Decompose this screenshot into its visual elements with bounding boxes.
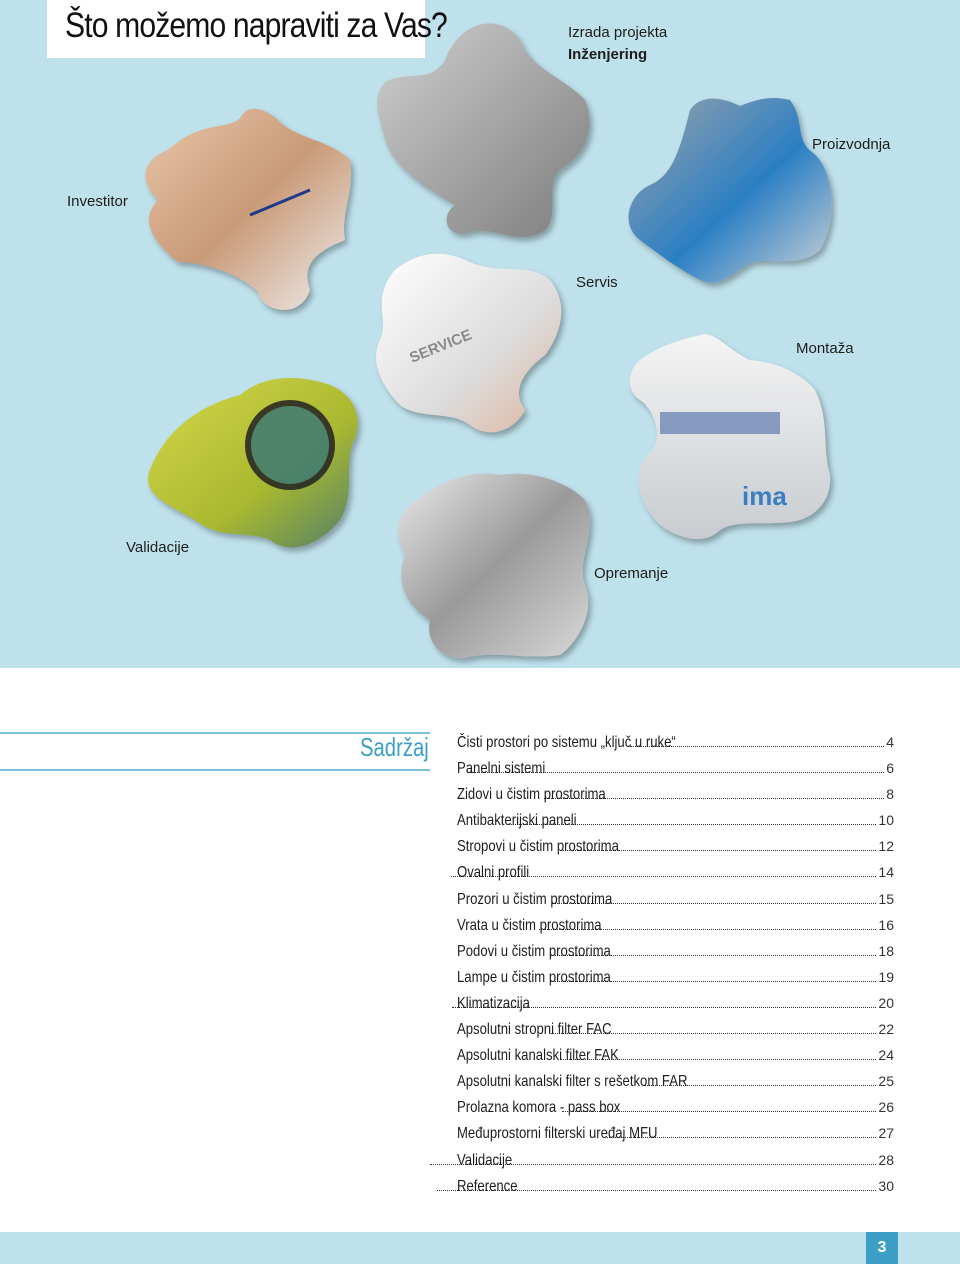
toc-entry-label: Apsolutni kanalski filter FAK [457,1047,619,1065]
toc-entry-label: Reference [457,1177,518,1195]
toc-entry-label: Lampe u čistim prostorima [457,968,611,986]
toc-entry[interactable] [457,838,894,864]
toc-entry-page: 30 [878,1177,894,1194]
toc-entry[interactable] [457,812,894,838]
magnifier-icon [248,403,332,487]
toc-entry-page: 25 [878,1073,894,1090]
toc-entry[interactable] [457,1021,894,1047]
brand-logo-fragment: ima [742,481,787,511]
label-inzenjering: Inženjering [568,46,648,63]
toc-entry-page: 15 [878,890,894,907]
toc-entry[interactable] [457,734,894,760]
toc-entry-label: Podovi u čistim prostorima [457,942,611,960]
label-validacije: Validacije [126,539,190,556]
toc-entry-page: 26 [878,1099,894,1116]
puzzle-piece-montaza [630,334,830,539]
toc-entry[interactable] [457,917,894,943]
toc-entry-page: 20 [878,994,894,1011]
toc-entry-label: Klimatizacija [457,994,530,1012]
toc-entry[interactable] [457,1073,894,1099]
footer-bar [0,1232,960,1264]
toc-entry-page: 16 [878,916,894,933]
toc-heading: Sadržaj [360,732,429,762]
label-proizvodnja: Proizvodnja [812,136,891,153]
toc-entry-label: Stropovi u čistim prostorima [457,838,619,856]
toc-entry[interactable] [457,1125,894,1151]
toc-entry-page: 14 [878,864,894,881]
toc-entry-page: 22 [878,1021,894,1038]
toc-entry-page: 8 [886,786,894,803]
toc-entry-page: 27 [878,1125,894,1142]
toc-entry[interactable] [457,943,894,969]
toc-entry[interactable] [457,1099,894,1125]
label-servis: Servis [576,274,618,291]
toc-entry[interactable] [457,891,894,917]
toc-entry-page: 28 [878,1151,894,1168]
puzzle-piece-proizvodnja [629,98,832,283]
toc-entry-label: Međuprostorni filterski uređaj MFU [457,1125,658,1143]
toc-entry-label: Antibakterijski paneli [457,812,577,830]
puzzle-piece-investitor [145,109,351,310]
toc-entry-page: 4 [886,734,894,750]
toc-entry[interactable] [457,969,894,995]
toc-entry-label: Apsolutni stropni filter FAC [457,1021,612,1039]
toc-entry[interactable] [457,1178,894,1204]
label-opremanje: Opremanje [594,565,669,582]
toc-entry-page: 12 [878,838,894,855]
puzzle-piece-izrada-projekta [377,23,590,237]
label-montaza: Montaža [796,340,854,357]
toc-entry[interactable] [457,1152,894,1178]
toc-entry-label: Apsolutni kanalski filter s rešetkom FAR [457,1073,688,1091]
toc-entry-page: 24 [878,1047,894,1064]
toc-entry[interactable] [457,864,894,890]
windows-icon [660,412,780,434]
page-title: Što možemo napraviti za Vas? [65,6,447,45]
service-sign: SERVICE [407,326,475,367]
toc-entry-page: 10 [878,812,894,829]
toc-entry-page: 18 [878,942,894,959]
label-izrada-projekta: Izrada projekta [568,24,668,41]
toc-entry-label: Vrata u čistim prostorima [457,916,602,934]
page-number: 3 [866,1232,898,1264]
toc-entry-page: 19 [878,968,894,985]
puzzle-piece-opremanje [398,474,590,658]
toc-entry-label: Zidovi u čistim prostorima [457,786,606,804]
toc-entry[interactable] [457,1047,894,1073]
toc-entry-label: Čisti prostori po sistemu „ključ u ruke“ [457,734,676,751]
toc-divider-bottom [0,769,430,771]
toc-entry[interactable] [457,995,894,1021]
toc-entry-page: 6 [886,760,894,777]
toc-entry-label: Panelni sistemi [457,760,546,778]
toc-entry-label: Validacije [457,1151,513,1169]
toc-entry-label: Prozori u čistim prostorima [457,890,613,908]
table-of-contents [457,734,894,1204]
toc-entry-label: Ovalni profili [457,864,530,882]
toc-entry[interactable] [457,786,894,812]
toc-entry[interactable] [457,760,894,786]
label-investitor: Investitor [67,193,128,210]
toc-entry-label: Prolazna komora - pass box [457,1099,621,1117]
